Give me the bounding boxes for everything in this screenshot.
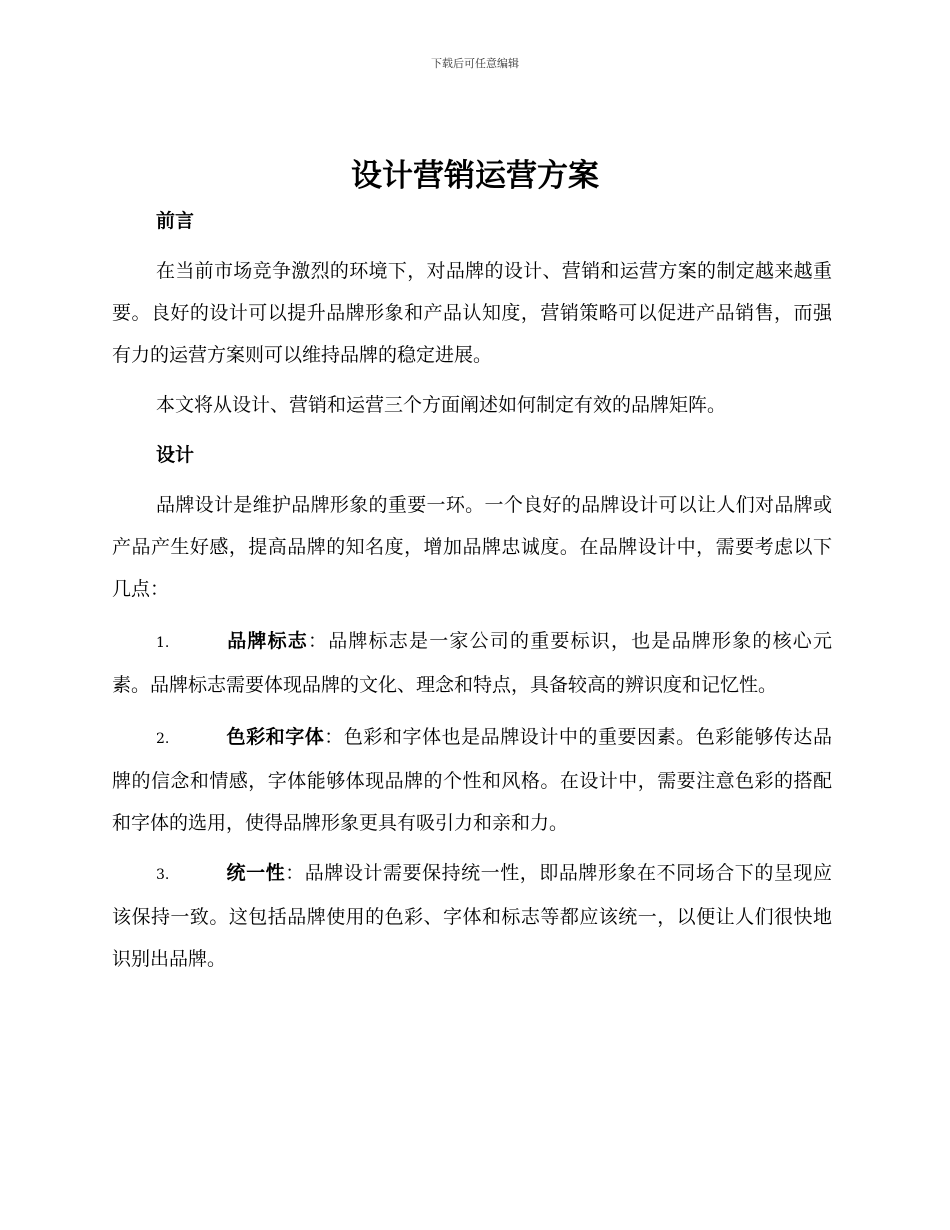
list-item [112,852,832,980]
header-note: 下载后可任意编辑 [431,57,519,70]
section-heading-preface: 前言 [156,210,195,232]
list-item [112,716,832,844]
section-heading-design: 设计 [156,444,195,466]
list-term: 色彩和字体 [226,726,325,748]
list-number: 1. [156,635,170,651]
preface-paragraph-1: 在当前市场竞争激烈的环境下，对品牌的设计、营销和运营方案的制定越来越重要。良好的设计可以提升品牌形象和产品认知度，营销策略可以促进产品销售，而强有力的运营方案则可以维持品牌的稳定进展。 [112,260,832,366]
list-text: ：色彩和字体也是品牌设计中的重要因素。色彩能够传达品牌的信念和情感，字体能够体现品牌的个性和风格。在设计中，需要注意色彩的搭配和字体的选用，使得品牌形象更具有吸引力和亲和力。 [112,726,832,834]
list-text: ：品牌标志是一家公司的重要标识，也是品牌形象的核心元素。品牌标志需要体现品牌的文化、理念和特点，具备较高的辨识度和记忆性。 [112,630,832,696]
document-body [112,200,832,980]
list-term: 品牌标志 [226,630,308,652]
list-number: 2. [156,731,170,747]
list-text: ：品牌设计需要保持统一性，即品牌形象在不同场合下的呈现应该保持一致。这包括品牌使用的色彩、字体和标志等都应该统一，以便让人们很快地识别出品牌。 [112,862,832,970]
design-intro-paragraph: 品牌设计是维护品牌形象的重要一环。一个良好的品牌设计可以让人们对品牌或产品产生好感，提高品牌的知名度，增加品牌忠诚度。在品牌设计中，需要考虑以下几点： [112,494,832,600]
list-number: 3. [156,867,170,883]
document-title: 设计营销运营方案 [351,158,599,194]
list-item [112,620,832,706]
list-term: 统一性 [226,862,286,884]
preface-paragraph-2: 本文将从设计、营销和运营三个方面阐述如何制定有效的品牌矩阵。 [156,394,727,416]
